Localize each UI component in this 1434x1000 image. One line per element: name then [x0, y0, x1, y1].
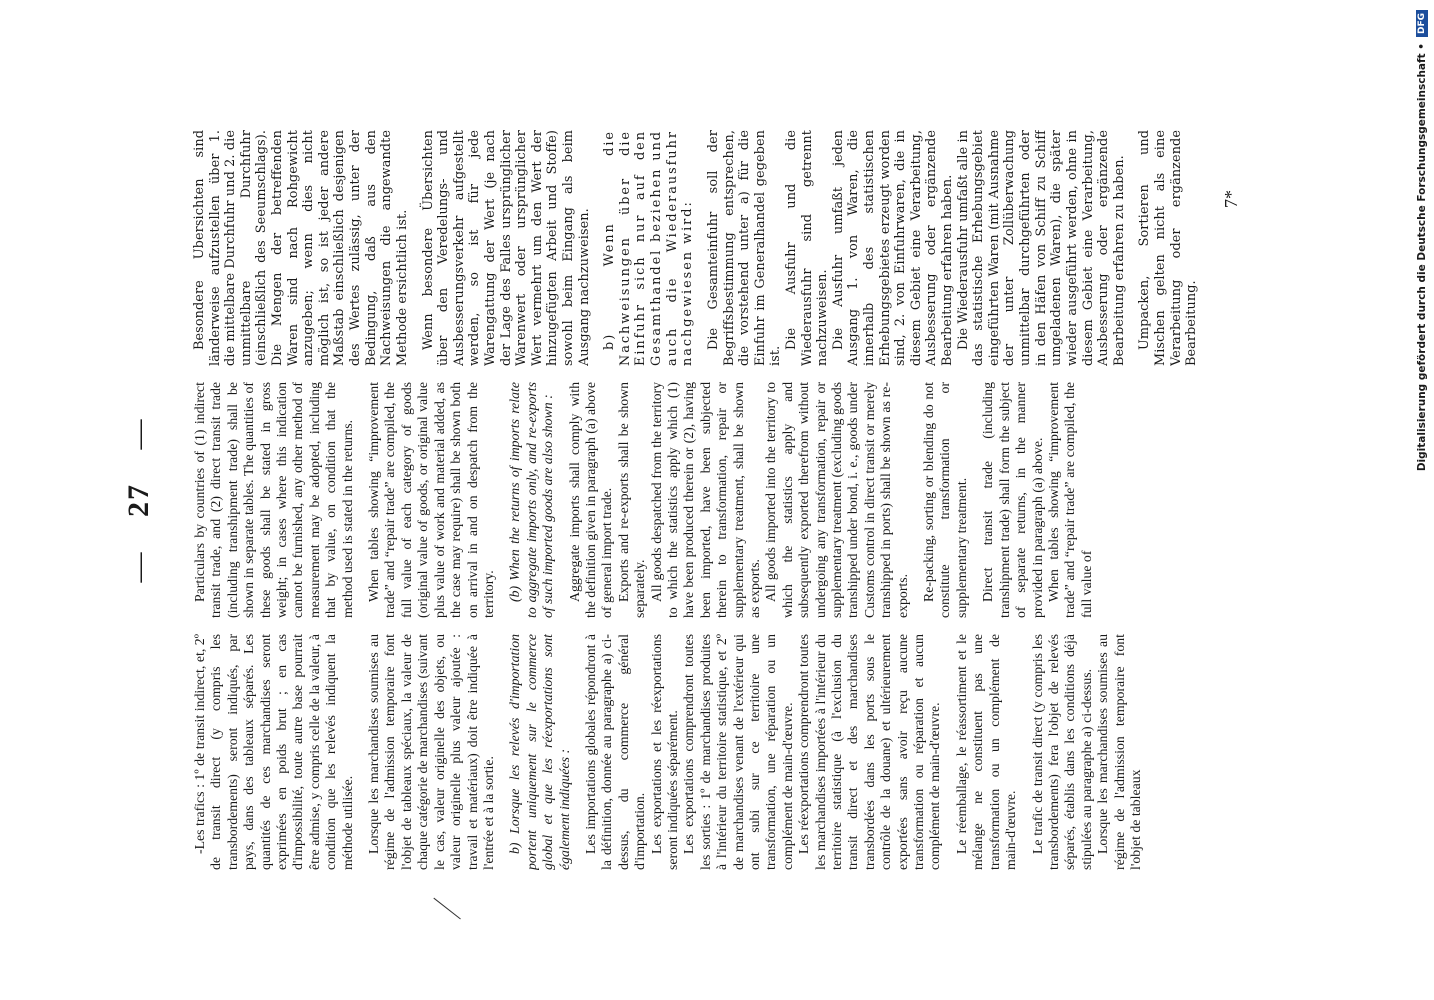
text-columns [192, 130, 1202, 870]
page-number [122, 394, 156, 607]
de-paragraph-4: Die Gesamteinfuhr soll der Begriffsbestimmung entsprechen, die vorstehend unter a) für die Einfuhr im Generalhandel gegeben ist. [705, 130, 784, 366]
fr-paragraph-4: Les importations globales répondront à la définition, donnée au paragraphe a) ci-dessus, du commerce général d'importation. [582, 634, 648, 870]
dfg-logo: DFG [1416, 10, 1428, 37]
fr-paragraph-5: Les exportations et les réexportations seront indiquées séparément. [648, 634, 680, 870]
en-paragraph-2: When tables showing “improvement trade” and “repair trade” are compiled, the full value of each category of goods (original value of goods, or original value plus value of work and material added, as the case may require) shall be shown both on arrival in and on despatch from the territory. [366, 382, 496, 618]
page-number-value: 27 [122, 483, 155, 517]
de-paragraph-1: Besondere Übersichten sind länderweise aufzustellen über 1. die mittelbare Durchfuhr und 2. die unmittelbare Durchfuhr (einschließlich des Seeumschlags). Die Mengen der betreffenden Waren sind nach Rohgewicht anzugeben; wenn dies nicht möglich ist, so ist jeder andere Maßstab einschließlich desjenigen des Wertes zulässig, unter der Bedingung, daß aus den Nachweisungen die angewandte Methode ersichtlich ist. [192, 130, 410, 366]
en-paragraph-8: Re-packing, sorting or blending do not constitute transformation or supplementary treatment. [921, 382, 969, 618]
en-paragraph-6: All goods despatched from the territory to which the statistics apply which (1) have been produced therein or (2), having been imported, have been subjected therein to transformation, repair or supplementary treatment, shall be shown as exports. [648, 382, 762, 618]
digitisation-note-text: Digitalisierung gefördert durch die Deutsche Forschungsgemeinschaft • [1416, 43, 1428, 472]
page-number-dash-right: — [122, 417, 155, 450]
de-paragraph-6: Die Ausfuhr umfaßt jeden Ausgang 1. von Waren, die innerhalb des statistischen Erhebungsgebietes erzeugt worden sind, 2. von Einfuhrwaren, die in diesem Gebiet eine Verarbeitung, Ausbesserung oder ergänzende Bearbeitung erfahren haben. [830, 130, 956, 366]
en-paragraph-5: Exports and re-exports shall be shown separately. [615, 382, 648, 618]
de-paragraph-2: Wenn besondere Übersichten über den Veredelungs- und Ausbesserungsverkehr aufgestellt werden, so ist für jede Warengattung der Wert (je nach der Lage des Falles ursprünglicher Warenwert oder ursprünglicher Wert vermehrt um den Wert der hinzugefügten Arbeit und Stoffe) sowohl beim Eingang als beim Ausgang nachzuweisen. [420, 130, 592, 366]
de-paragraph-3: b) Wenn die Nachweisungen über die Einfuhr sich nur auf den Gesamthandel beziehen und auch die Wiederausfuhr nachgewiesen wird: [602, 130, 696, 366]
fr-paragraph-3: b) Lorsque les relevés d'importation portent uniquement sur le commerce global et que les réexportations sont également indiquées : [507, 634, 572, 870]
de-paragraph-8: Umpacken, Sortieren und Mischen gelten nicht als eine Verarbeitung oder ergänzende Bearbeitung. [1137, 130, 1200, 366]
de-paragraph-7: Die Wiederausfuhr umfaßt alle in das statistische Erhebungsgebiet eingeführten Waren (mit Ausnahme der unter Zollüberwachung unmittelbar durchgeführten oder in den Häfen von Schiff zu Schiff umgeladenen Waren), die später wieder ausgeführt werden, ohne in diesem Gebiet eine Verarbeitung, Ausbesserung oder ergänzende Bearbeitung erfahren zu haben. [955, 130, 1127, 366]
en-paragraph-9: Direct transit trade (including transhipment trade) shall form the subject of separate returns, in the manner provided in paragraph (a) above. [980, 382, 1045, 618]
en-paragraph-10: When tables showing “improvement trade” and “repair trade” are compiled, the full value of [1045, 382, 1094, 618]
en-paragraph-4: Aggregate imports shall comply with the definition given in paragraph (a) above of general import trade. [566, 382, 615, 618]
column-french [192, 634, 1202, 870]
rotated-page [92, 90, 1342, 910]
en-paragraph-7: All goods imported into the territory to which the statistics apply and subsequently exported therefrom without undergoing any transformation, repair or supplementary treatment (excluding goods transhipped under bond, i. e., goods under Customs control in direct transit or merely transhipped in ports) shall be shown as re-exports. [763, 382, 910, 618]
digitisation-note [1412, 10, 1432, 990]
fr-paragraph-10: Lorsque les marchandises soumises au régime de l'admission temporaire font l'objet de tableaux [1095, 634, 1143, 870]
fr-paragraph-1: -Les trafics : 1º de transit indirect, et, 2º de transit direct (y compris les transbordements) seront indiqués, par pays, dans des tableaux séparés. Les quantités de ces marchandises seront exprimées en poids brut ; en cas d'impossibilité, toute autre base pourrait être admise, y compris celle de la valeur, à condition que les relevés indiquent la méthode utilisée. [192, 634, 355, 870]
signature-mark: 7* [1221, 190, 1241, 208]
en-paragraph-3: (b) When the returns of imports relate to aggregate imports only, and re-exports of such imported goods are also shown : [507, 382, 556, 618]
fr-paragraph-6: Les exportations comprendront toutes les sorties : 1º de marchandises produites à l'intérieur du territoire statistique, et 2º de marchandises venant de l'extérieur qui ont subi sur ce territoire une transformation, une réparation ou un complément de main-d'œuvre. [681, 634, 795, 870]
column-german [192, 130, 1202, 366]
fr-paragraph-7: Les réexportations comprendront toutes les marchandises importées à l'intérieur du territoire statistique (à l'exclusion du transit direct et des marchandises transbordées dans les ports sous le contrôle de la douane) et ultérieurement exportées sans avoir reçu aucune transformation ou réparation et aucun complément de main-d'œuvre. [796, 634, 943, 870]
page-number-dash-left: — [122, 550, 155, 583]
fr-paragraph-9: Le trafic de transit direct (y compris les transbordements) fera l'objet de relevés séparés, établis dans les conditions déjà stipulées au paragraphe a) ci-dessus. [1029, 634, 1094, 870]
en-paragraph-1: Particulars by countries of (1) indirect transit trade, and (2) direct transit trade (including transhipment trade) shall be shown in separate tables. The quantities of these goods shall be stated in gross weight; in cases where this indication cannot be furnished, any other method of measurement may be adopted, including that by value, on condition that the method used is stated in the returns. [192, 382, 355, 618]
fr-paragraph-8: Le réemballage, le réassortiment et le mélange ne constituent pas une transformation ou un complément de main-d'œuvre. [953, 634, 1019, 870]
column-english [192, 382, 1202, 618]
fr-paragraph-2: Lorsque les marchandises soumises au régime de l'admission temporaire font l'objet de tableaux spéciaux, la valeur de chaque catégorie de marchandises (suivant le cas, valeur originelle des objets, ou valeur originelle plus valeur ajoutée : travail et matériaux) doit être indiquée à l'entrée et à la sortie. [366, 634, 496, 870]
page-header [92, 90, 166, 910]
de-paragraph-5: Die Ausfuhr und die Wiederausfuhr sind getrennt nachzuweisen. [783, 130, 831, 366]
